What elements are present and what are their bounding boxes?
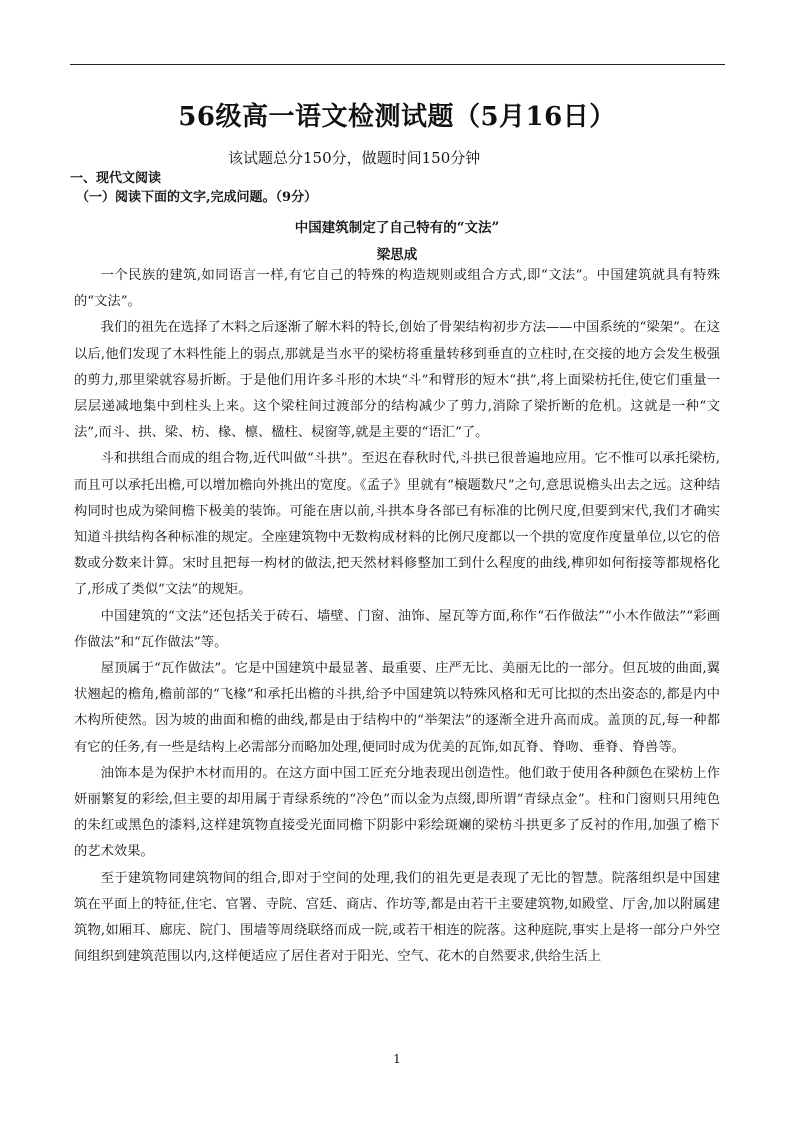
paragraph: 油饰本是为保护木材而用的。在这方面中国工匠充分地表现出创造性。他们敢于使用各种颜色在梁枋上作妍丽繁复的彩绘,但主要的却用属于青绿系统的“冷色”而以金为点缀,即所谓“青绿点金”。柱和门窗则只用纯色的朱红或黑色的漆料,这样建筑物直接受光面同檐下阴影中彩绘斑斓的梁枋斗拱更多了反衬的作用,加强了檐下的艺术效果。 xyxy=(74,765,720,860)
paragraph: 屋顶属于“瓦作做法”。它是中国建筑中最显著、最重要、庄严无比、美丽无比的一部分。但瓦坡的曲面,翼状翘起的檐角,檐前部的“飞椽”和承托出檐的斗拱,给予中国建筑以特殊风格和无可比拟的杰出姿态的,都是内中木构所使然。因为坡的曲面和檐的曲线,都是由于结构中的“举架法”的逐渐全进升高而成。盖顶的瓦,每一种都有它的任务,有一些是结构上必需部分而略加处理,便同时成为优美的瓦饰,如瓦脊、脊吻、垂脊、脊兽等。 xyxy=(74,661,720,755)
paragraph: 至于建筑物同建筑物间的组合,即对于空间的处理,我们的祖先更是表现了无比的智慧。院落组织是中国建筑在平面上的特征,住宅、官署、寺院、宫廷、商店、作坊等,都是由若干主要建筑物,如殿堂、厅舍,加以附属建筑物,如厢耳、廊庑、院门、围墙等周绕联络而成一院,或若干相连的院落。这种庭院,事实上是将一部分户外空间组织到建筑范围以内,这样便适应了居住者对于阳光、空气、花木的自然要求,供给生活上 xyxy=(74,870,720,965)
section-heading: 一、现代文阅读 xyxy=(70,171,162,186)
subsection-heading: （一）阅读下面的文字,完成问题。（9分） xyxy=(76,190,318,205)
article-body xyxy=(74,263,720,970)
exam-subtitle: 该试题总分150分，做题时间150分钟 xyxy=(228,149,481,167)
paragraph: 一个民族的建筑,如同语言一样,有它自己的特殊的构造规则或组合方式,即“文法”。中国建筑就具有特殊的“文法”。 xyxy=(74,268,720,310)
page-number: 1 xyxy=(393,1052,401,1066)
exam-title: 56级高一语文检测试题（5月16日） xyxy=(178,102,616,132)
header-rule xyxy=(70,64,725,65)
paragraph: 中国建筑的“文法”还包括关于砖石、墙壁、门窗、油饰、屋瓦等方面,称作“石作做法”“小木作做法”“彩画作做法”和“瓦作做法”等。 xyxy=(74,608,720,650)
article-author: 梁思成 xyxy=(376,247,418,263)
paragraph: 斗和拱组合而成的组合物,近代叫做“斗拱”。至迟在春秋时代,斗拱已很普遍地应用。它不惟可以承托梁枋,而且可以承托出檐,可以增加檐向外挑出的宽度。《孟子》里就有“榱题数尺”之句,意思说檐头出去之远。这种结构同时也成为梁间檐下极美的装饰。可能在唐以前,斗拱本身各部已有标准的比例尺度,但要到宋代,我们才确实知道斗拱结构各种标准的规定。全座建筑物中无数构成材料的比例尺度都以一个拱的宽度作度量单位,以它的倍数或分数来计算。宋时且把每一构材的做法,把天然材料修整加工到什么程度的曲线,榫卯如何衔接等都规格化了,形成了类似“文法”的规矩。 xyxy=(74,451,720,598)
paragraph: 我们的祖先在选择了木料之后逐渐了解木料的特长,创始了骨架结构初步方法——中国系统的“梁架”。在这以后,他们发现了木料性能上的弱点,那就是当水平的梁枋将重量转移到垂直的立柱时,在交接的地方会发生极强的剪力,那里梁就容易折断。于是他们用许多斗形的木块“斗”和臂形的短木“拱”,将上面梁枋托住,使它们重量一层层递减地集中到柱头上来。这个梁柱间过渡部分的结构减少了剪力,消除了梁折断的危机。这就是一种“文法”,而斗、拱、梁、枋、椽、檩、楹柱、棂窗等,就是主要的“语汇”了。 xyxy=(74,320,720,441)
article-title: 中国建筑制定了自己特有的“文法” xyxy=(294,220,500,236)
